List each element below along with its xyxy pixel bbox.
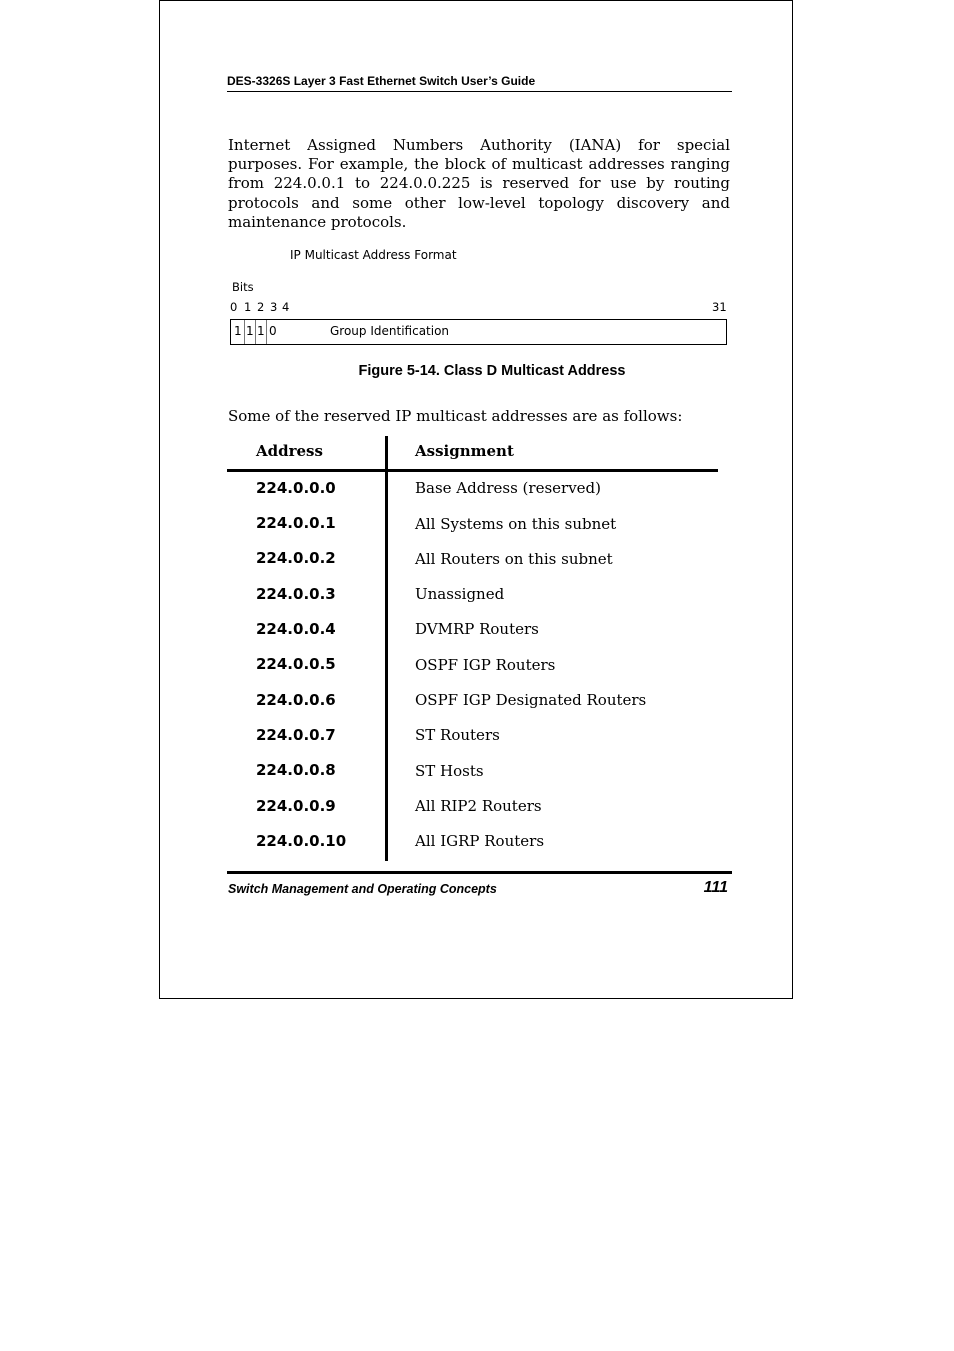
- bit-position-2: 2: [257, 300, 265, 314]
- intro-paragraph: Internet Assigned Numbers Authority (IANA) for special purposes. For example, the block of multicast addresses ranging from 224.0.0.1 to 224.0.0.225 is reserved for use by routing protocols and some other low-level topology discovery and maintenance protocols.: [228, 136, 730, 231]
- page-number: 111: [703, 879, 728, 896]
- bits-label: Bits: [232, 280, 254, 294]
- address-cell: 224.0.0.9: [256, 797, 336, 815]
- assignment-cell: All RIP2 Routers: [415, 797, 542, 815]
- header-rule: [227, 91, 732, 92]
- address-cell: 224.0.0.7: [256, 726, 336, 744]
- assignment-cell: Unassigned: [415, 585, 505, 603]
- figure-title: IP Multicast Address Format: [290, 248, 457, 262]
- bit-position-4: 4: [282, 300, 290, 314]
- address-cell: 224.0.0.4: [256, 620, 336, 638]
- address-cell: 224.0.0.8: [256, 761, 336, 779]
- address-format-box: [230, 319, 727, 345]
- reserved-lead-text: Some of the reserved IP multicast addresses are as follows:: [228, 407, 683, 425]
- assignment-cell: OSPF IGP Designated Routers: [415, 691, 647, 709]
- footer-rule: [227, 871, 732, 874]
- group-identification-field: Group Identification: [330, 324, 450, 338]
- column-header-address: Address: [256, 442, 323, 460]
- assignment-cell: ST Routers: [415, 726, 500, 744]
- bit-position-1: 1: [244, 300, 252, 314]
- bit-divider: [266, 320, 267, 344]
- prefix-bit: 0: [269, 324, 277, 338]
- bit-position-0: 0: [230, 300, 238, 314]
- bit-position-3: 3: [270, 300, 278, 314]
- assignment-cell: OSPF IGP Routers: [415, 656, 556, 674]
- address-cell: 224.0.0.1: [256, 514, 336, 532]
- assignment-cell: DVMRP Routers: [415, 620, 539, 638]
- table-column-rule: [385, 436, 388, 861]
- bit-position-31: 31: [712, 300, 727, 314]
- figure-caption: Figure 5-14. Class D Multicast Address: [358, 363, 626, 379]
- address-cell: 224.0.0.6: [256, 691, 336, 709]
- address-cell: 224.0.0.3: [256, 585, 336, 603]
- address-cell: 224.0.0.2: [256, 549, 336, 567]
- prefix-bit: 1: [257, 324, 265, 338]
- assignment-cell: All IGRP Routers: [415, 832, 545, 850]
- assignment-cell: ST Hosts: [415, 762, 484, 780]
- prefix-bit: 1: [234, 324, 242, 338]
- running-header: DES-3326S Layer 3 Fast Ethernet Switch User’s Guide: [227, 74, 536, 88]
- column-header-assignment: Assignment: [415, 442, 514, 460]
- assignment-cell: Base Address (reserved): [415, 479, 602, 497]
- address-cell: 224.0.0.0: [256, 479, 336, 497]
- assignment-cell: All Routers on this subnet: [415, 550, 613, 568]
- address-cell: 224.0.0.10: [256, 832, 347, 850]
- address-cell: 224.0.0.5: [256, 655, 336, 673]
- bit-divider: [244, 320, 245, 344]
- table-header-rule: [227, 469, 718, 472]
- bit-divider: [255, 320, 256, 344]
- assignment-cell: All Systems on this subnet: [415, 515, 617, 533]
- prefix-bit: 1: [246, 324, 254, 338]
- footer-section-title: Switch Management and Operating Concepts: [228, 882, 497, 896]
